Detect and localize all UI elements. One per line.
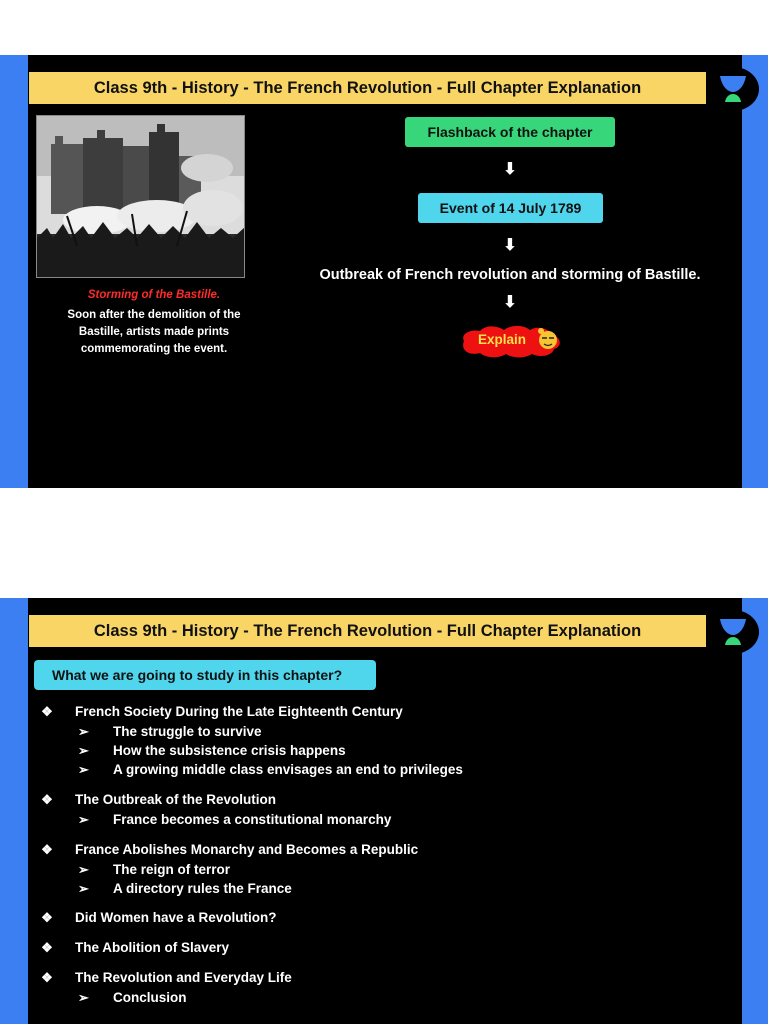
outline-topic — [40, 790, 700, 810]
flow-step-flashback: Flashback of the chapter — [405, 117, 615, 147]
caption-line: Soon after the demolition of the — [67, 309, 241, 321]
outline-topic — [40, 968, 700, 988]
topic-title: France Abolishes Monarchy and Becomes a Republic — [75, 842, 419, 857]
outline-topic — [40, 908, 700, 928]
outline-subtopic — [40, 760, 700, 779]
arrow-bullet-icon: ➢ — [78, 812, 89, 827]
chapter-outline-list — [40, 702, 700, 1007]
down-arrow-icon: ⬇ — [503, 237, 517, 254]
outline-subtopic — [40, 879, 700, 898]
outline-subtopic — [40, 988, 700, 1007]
caption-line: Bastille, artists made prints — [78, 326, 230, 338]
slide-right-edge — [742, 598, 768, 1024]
caption-line: commemorating the event. — [80, 343, 228, 355]
subtopic-title: A directory rules the France — [113, 881, 292, 896]
subtopic-title: The struggle to survive — [113, 724, 262, 739]
arrow-bullet-icon: ➢ — [78, 762, 89, 777]
topic-title: The Abolition of Slavery — [75, 940, 230, 955]
outline-subtopic — [40, 741, 700, 760]
brand-logo-icon — [707, 67, 759, 111]
slide-left-edge — [0, 598, 28, 1024]
image-caption-title: Storming of the Bastille. — [87, 289, 221, 301]
slide-chapter-outline — [0, 598, 768, 1024]
outline-topic — [40, 938, 700, 958]
explain-badge — [458, 323, 564, 359]
outline-subtopic — [40, 860, 700, 879]
diamond-bullet-icon: ❖ — [41, 970, 53, 985]
outline-subtopic — [40, 722, 700, 741]
subtopic-title: France becomes a constitutional monarchy — [113, 812, 392, 827]
explain-label: Explain — [478, 332, 527, 347]
slide-flashback — [0, 55, 768, 488]
topic-title: French Society During the Late Eighteenth Century — [75, 704, 403, 719]
slide-title-bar: Class 9th - History - The French Revolution - Full Chapter Explanation — [29, 615, 706, 647]
topic-title: The Outbreak of the Revolution — [75, 792, 277, 807]
diamond-bullet-icon: ❖ — [41, 910, 53, 925]
diamond-bullet-icon: ❖ — [41, 792, 53, 807]
diamond-bullet-icon: ❖ — [41, 842, 53, 857]
arrow-bullet-icon: ➢ — [78, 990, 89, 1005]
slide-left-edge — [0, 55, 28, 488]
outline-topic — [40, 840, 700, 860]
flow-step-event-date: Event of 14 July 1789 — [418, 193, 603, 223]
outline-heading: What we are going to study in this chapter? — [34, 660, 376, 690]
subtopic-title: The reign of terror — [113, 862, 231, 877]
brand-logo-icon — [707, 610, 759, 654]
arrow-bullet-icon: ➢ — [78, 724, 89, 739]
subtopic-title: A growing middle class envisages an end to privileges — [113, 762, 463, 777]
topic-title: The Revolution and Everyday Life — [75, 970, 292, 985]
subtopic-title: How the subsistence crisis happens — [113, 743, 346, 758]
down-arrow-icon: ⬇ — [503, 294, 517, 311]
subtopic-title: Conclusion — [113, 990, 187, 1005]
outline-subtopic — [40, 810, 700, 829]
diamond-bullet-icon: ❖ — [41, 704, 53, 719]
topic-title: Did Women have a Revolution? — [75, 910, 277, 925]
slide-title-bar: Class 9th - History - The French Revolution - Full Chapter Explanation — [29, 72, 706, 104]
diamond-bullet-icon: ❖ — [41, 940, 53, 955]
slide-right-edge — [742, 55, 768, 488]
arrow-bullet-icon: ➢ — [78, 743, 89, 758]
arrow-bullet-icon: ➢ — [78, 862, 89, 877]
down-arrow-icon: ⬇ — [503, 161, 517, 178]
outline-topic — [40, 702, 700, 722]
flow-step-outbreak: Outbreak of French revolution and storming of Bastille. — [319, 267, 701, 283]
storming-of-bastille-print — [36, 115, 245, 278]
image-caption-text — [36, 307, 272, 358]
arrow-bullet-icon: ➢ — [78, 881, 89, 896]
